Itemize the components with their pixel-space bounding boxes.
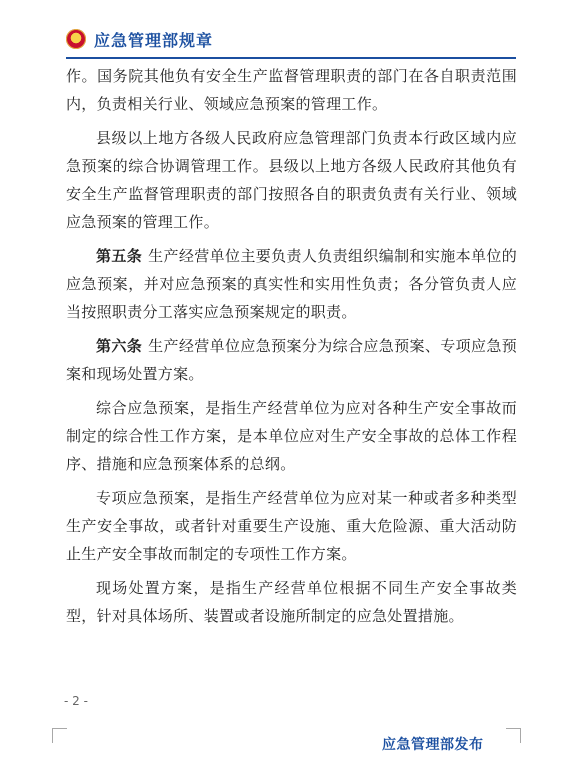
article-label: 第六条 — [96, 337, 143, 355]
paragraph-text: 县级以上地方各级人民政府应急管理部门负责本行政区域内应急预案的综合协调管理工作。县级以上地方各级人民政府其他负有安全生产监督管理职责的部门按照各自的职责负责有关行业、领域应急预案的管理工作。 — [66, 129, 517, 231]
header-divider — [66, 57, 516, 59]
paragraph-text: 现场处置方案，是指生产经营单位根据不同生产安全事故类型，针对具体场所、装置或者设施所制定的应急处置措施。 — [66, 579, 517, 625]
article-label: 第五条 — [96, 247, 143, 265]
paragraph-text: 作。国务院其他负有安全生产监督管理职责的部门在各自职责范围内，负责相关行业、领域应急预案的管理工作。 — [66, 67, 517, 113]
page-number: - 2 - — [64, 694, 88, 708]
document-body — [66, 62, 517, 636]
article-6 — [66, 332, 517, 388]
paragraph — [66, 574, 517, 630]
article-5 — [66, 242, 517, 326]
paragraph-continuation — [66, 62, 517, 118]
article-text: 生产经营单位主要负责人负责组织编制和实施本单位的应急预案，并对应急预案的真实性和实用性负责；各分管负责人应当按照职责分工落实应急预案规定的职责。 — [66, 247, 517, 321]
article-text: 生产经营单位应急预案分为综合应急预案、专项应急预案和现场处置方案。 — [66, 337, 517, 383]
paragraph — [66, 394, 517, 478]
paragraph-text: 综合应急预案，是指生产经营单位为应对各种生产安全事故而制定的综合性工作方案，是本单位应对生产安全事故的总体工作程序、措施和应急预案体系的总纲。 — [66, 399, 517, 473]
page-header — [66, 22, 213, 56]
paragraph — [66, 484, 517, 568]
header-title: 应急管理部规章 — [94, 30, 214, 50]
national-emblem-icon — [66, 29, 86, 49]
footer-publisher: 应急管理部发布 — [382, 737, 484, 753]
crop-mark-left — [52, 728, 67, 743]
paragraph-text: 专项应急预案，是指生产经营单位为应对某一种或者多种类型生产安全事故，或者针对重要生产设施、重大危险源、重大活动防止生产安全事故而制定的专项性工作方案。 — [66, 489, 517, 563]
paragraph — [66, 124, 517, 236]
crop-mark-right — [506, 728, 521, 743]
